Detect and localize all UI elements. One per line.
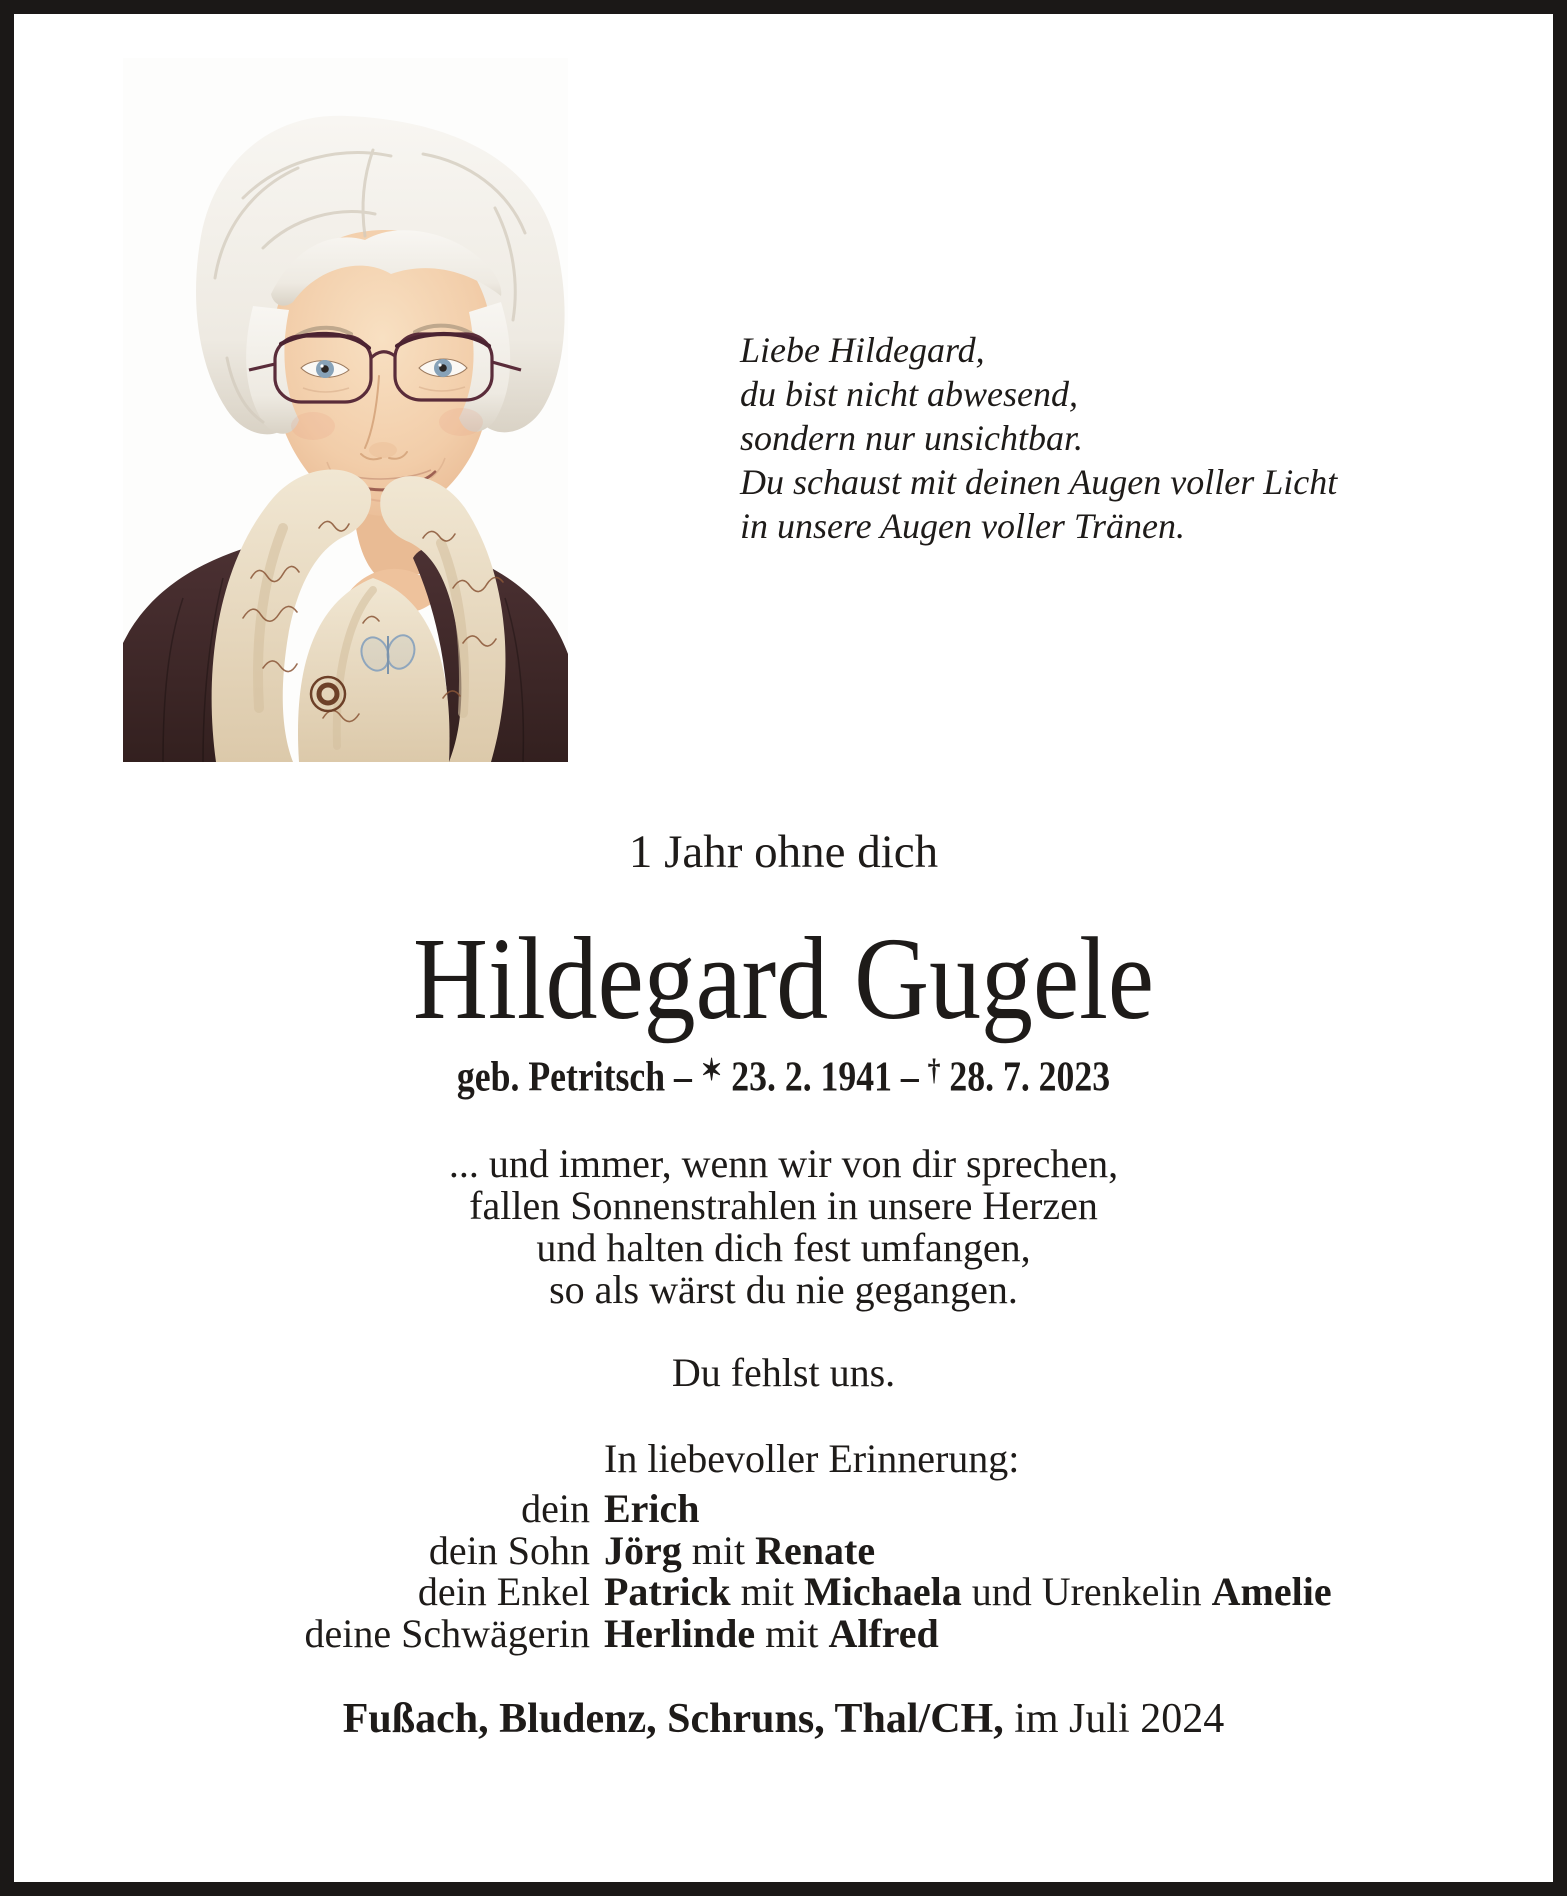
missing-you-line: Du fehlst uns. [671,1350,896,1395]
places-date-line [0,1697,1567,1741]
death-dagger-icon: † [927,1053,941,1087]
relation-names: Jörg mit Renate [604,1527,876,1573]
verse-line: Du schaust mit deinen Augen voller Licht [740,462,1338,502]
family-row [0,1610,1567,1656]
places-list: Fußach, Bludenz, Schruns, Thal/CH, [342,1696,1004,1742]
verse-line: sondern nur unsichtbar. [740,418,1084,458]
family-row [0,1571,1567,1613]
death-date: 28. 7. 2023 [940,1054,1111,1101]
anniversary-line: 1 Jahr ohne dich [628,826,939,878]
relation-prefix: deine Schwägerin [304,1610,590,1656]
relation-prefix: dein Enkel [417,1569,590,1614]
relation-names: Herlinde mit Alfred [604,1610,939,1656]
birth-death-dates [118,1053,1450,1101]
deceased-name: Hildegard Gugele [412,913,1155,1044]
family-row [0,1488,1567,1530]
relation-prefix: dein Sohn [428,1527,590,1573]
relation-names: Patrick mit Michaela und Urenkelin Amelie [604,1569,1332,1614]
poem-line: und halten dich fest umfangen, [536,1225,1031,1270]
memorial-poem [0,1143,1567,1311]
verse-line: Liebe Hildegard, [740,330,985,370]
poem-line: so als wärst du nie gegangen. [549,1267,1018,1312]
opening-verse [740,328,1337,548]
poem-line: fallen Sonnenstrahlen in unsere Herzen [469,1183,1098,1228]
remembrance-heading: In liebevoller Erinnerung: [604,1436,1020,1481]
birth-star-icon: ✶ [700,1053,723,1087]
poem-line: ... und immer, wenn wir von dir sprechen, [448,1141,1119,1186]
remembrance-section [0,1438,1567,1654]
maiden-name: geb. Petritsch – [456,1054,701,1101]
verse-line: in unsere Augen voller Tränen. [740,506,1185,546]
relation-names: Erich [604,1486,700,1531]
notice-date: im Juli 2024 [1003,1696,1225,1742]
relation-prefix: dein [521,1486,590,1531]
verse-line: du bist nicht abwesend, [740,374,1078,414]
portrait-photo [123,58,568,762]
portrait-illustration [123,58,568,762]
family-row [0,1527,1567,1573]
birth-date: 23. 2. 1941 – [722,1054,928,1101]
